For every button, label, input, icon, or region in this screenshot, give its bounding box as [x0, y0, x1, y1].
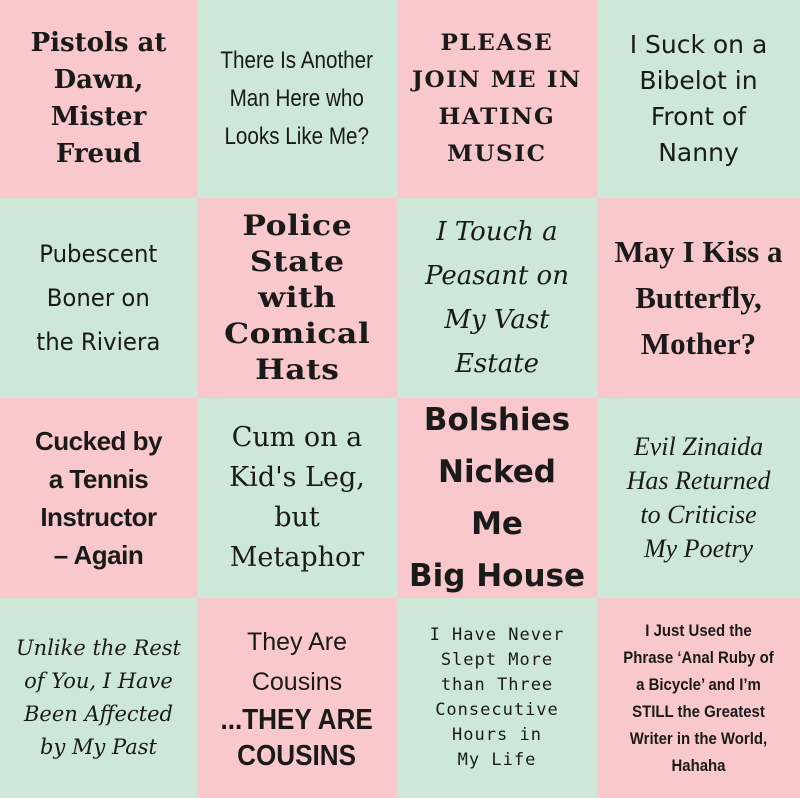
tile-police-state	[197, 198, 397, 398]
tile-text: I Have Never Slept More than Three Consecutive Hours in My Life	[429, 625, 565, 770]
tile-text: Pistols at Dawn, Mister Freud	[30, 28, 167, 169]
tile-text: May I Kiss a Butterfly, Mother?	[614, 234, 783, 361]
tile-text: Cum on a Kid's Leg, but Metaphor	[229, 422, 365, 573]
tile-hating-music	[397, 0, 597, 198]
tile-affected-by-past	[0, 598, 197, 798]
tile-text-lower: ...THEY ARE COUSINS	[220, 704, 374, 772]
tile-peasant	[397, 198, 597, 398]
tile-text: I Touch a Peasant on My Vast Estate	[425, 217, 569, 379]
tile-text: There Is Another Man Here who Looks Like Me?	[220, 47, 374, 150]
tile-text: I Just Used the Phrase ‘Anal Ruby of a Bicycle’ and I’m STILL the Greatest Writer in the World, Hahaha	[623, 621, 774, 775]
tile-text: I Suck on a Bibelot in Front of Nanny	[629, 30, 768, 167]
tile-text: Police State with Comical Hats	[223, 209, 371, 386]
tile-text-upper: They Are Cousins	[246, 628, 348, 696]
tile-tennis-instructor	[0, 398, 197, 598]
tile-metaphor	[197, 398, 397, 598]
tile-text: Cucked by a Tennis Instructor – Again	[35, 426, 162, 570]
tile-text: Evil Zinaida Has Returned to Criticise My Poetry	[626, 432, 771, 563]
tile-pistols-at-dawn	[0, 0, 197, 198]
tile-another-man	[197, 0, 397, 198]
tile-text: Pubescent Boner on the Riviera	[36, 240, 161, 356]
tile-text: Bolshies Nicked Me Big House	[408, 402, 586, 594]
tile-butterfly	[597, 198, 800, 398]
tile-text: Unlike the Rest of You, I Have Been Affected by My Past	[15, 636, 181, 759]
tile-text: PLEASE JOIN ME IN HATING MUSIC	[412, 30, 582, 167]
tile-never-slept	[397, 598, 597, 798]
tile-bibelot	[597, 0, 800, 198]
tile-bolshies	[397, 398, 597, 598]
tile-anal-ruby	[597, 598, 800, 798]
tile-riviera	[0, 198, 197, 398]
tile-evil-zinaida	[597, 398, 800, 598]
tile-cousins	[197, 598, 397, 798]
tile-text-group	[212, 622, 381, 774]
